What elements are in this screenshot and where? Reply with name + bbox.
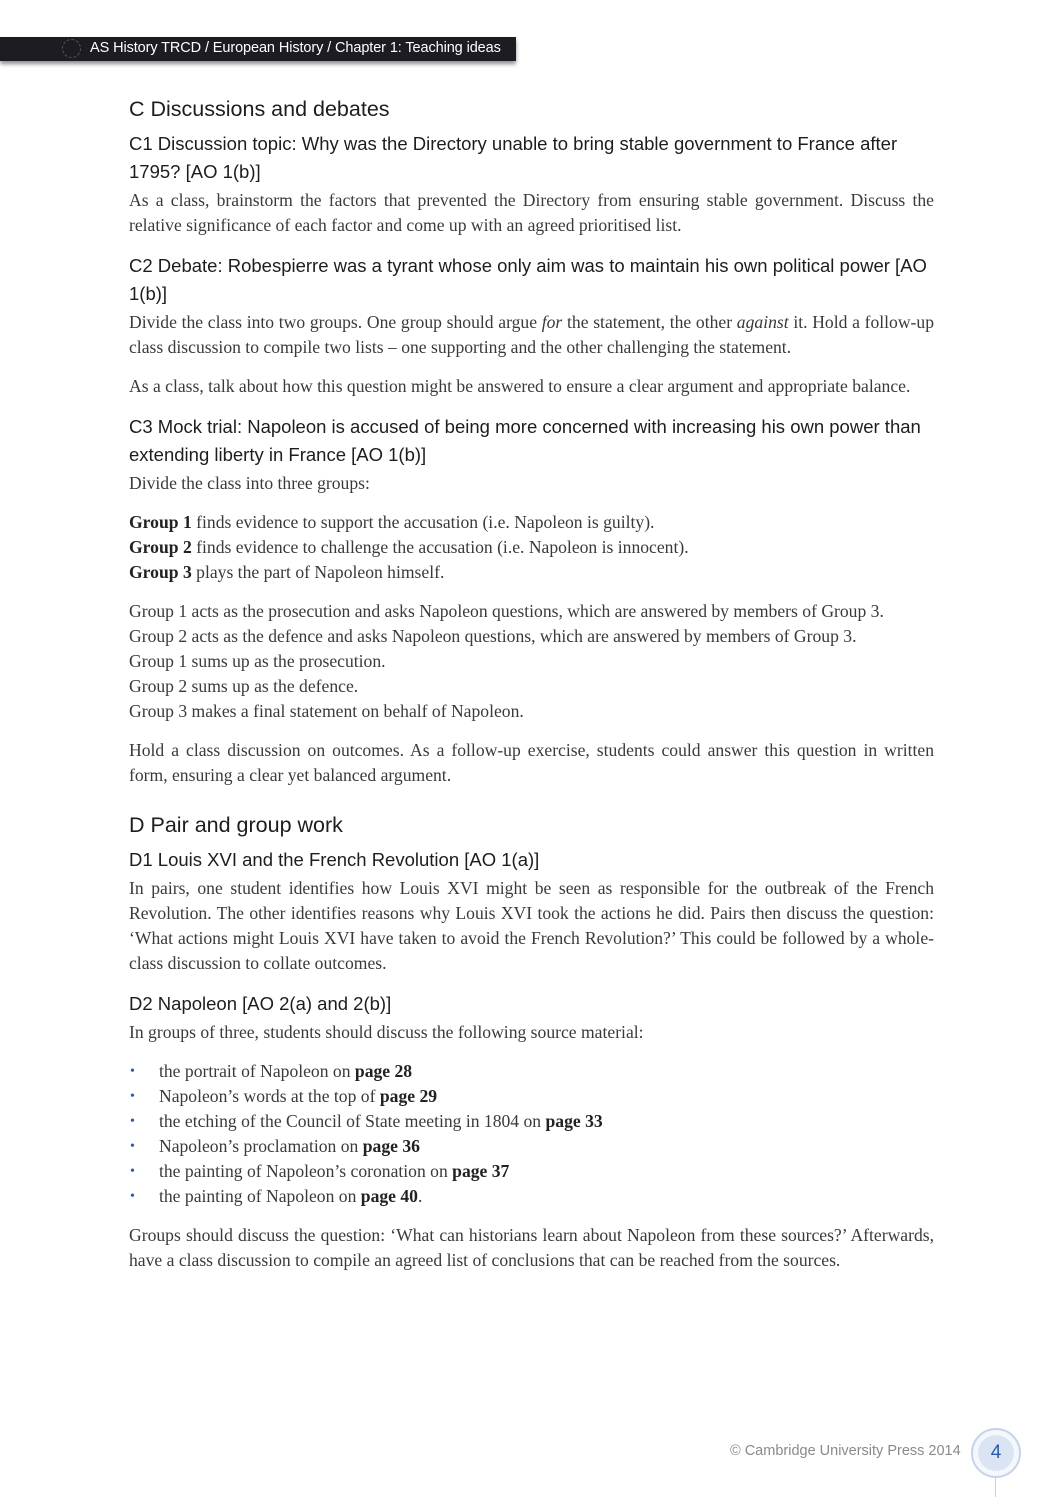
list-item-text: the etching of the Council of State meeting in 1804 on (159, 1111, 546, 1131)
list-item (129, 1109, 934, 1134)
c2-text-c: it. Hold a follow-up class discussion to compile two lists – one supporting and the other challenging the statement. (129, 312, 934, 357)
c2-for-emphasis: for (541, 312, 563, 332)
section-d2 (129, 990, 934, 1273)
c2-text-b: the statement, the other (562, 312, 737, 332)
c3-intro: Divide the class into three groups: (129, 473, 370, 493)
page-marker-line (995, 1478, 996, 1497)
c2-against-emphasis: against (736, 312, 789, 332)
d2-closing: Groups should discuss the question: ‘What can historians learn about Napoleon from these sources?’ Afterwards, have a class discussion to compile an agreed list of conclusions that can be reached from the sources. (129, 1225, 934, 1270)
list-item-end: . (417, 1186, 423, 1206)
chapter-emblem-icon (62, 39, 81, 58)
bullet-icon: • (130, 1114, 135, 1129)
c2-text-a: Divide the class into two groups. One group should argue (129, 312, 542, 332)
trial-step: Group 3 makes a final statement on behalf of Napoleon. (129, 701, 524, 721)
trial-step: Group 2 sums up as the defence. (129, 676, 359, 696)
trial-step: Group 1 acts as the prosecution and asks Napoleon questions, which are answered by members of Group 3. (129, 601, 884, 621)
list-item (129, 1159, 934, 1184)
breadcrumb: AS History TRCD / European History / Chapter 1: Teaching ideas (90, 40, 501, 56)
c2-paragraph-1 (129, 310, 934, 360)
page-reference: page 29 (379, 1086, 438, 1106)
page-reference: page 33 (545, 1111, 603, 1131)
list-item (129, 1184, 934, 1209)
group-line (129, 510, 934, 535)
bullet-icon: • (130, 1089, 135, 1104)
list-item (129, 1134, 934, 1159)
page-reference: page 28 (354, 1061, 413, 1081)
c2-paragraph-2: As a class, talk about how this question might be answered to ensure a clear argument and appropriate balance. (129, 376, 911, 396)
group-text: finds evidence to challenge the accusation (i.e. Napoleon is innocent). (191, 537, 689, 557)
d1-paragraph: In pairs, one student identifies how Louis XVI might be seen as responsible for the outbreak of the French Revolution. The other identifies reasons why Louis XVI took the actions he did. Pairs then discuss the question: ‘What actions might Louis XVI have taken to avoid the French Revolution?’ This could be followed by a whole-class discussion to collate outcomes. (129, 878, 934, 973)
bullet-icon: • (130, 1064, 135, 1079)
group-line (129, 560, 934, 585)
bullet-icon: • (130, 1164, 135, 1179)
d1-title: D1 Louis XVI and the French Revolution [AO 1(a)] (129, 849, 540, 870)
group-label: Group 1 (129, 512, 192, 532)
header-bar (0, 37, 516, 61)
page-reference: page 37 (452, 1161, 510, 1181)
page-number-badge (971, 1428, 1021, 1478)
c1-paragraph: As a class, brainstorm the factors that prevented the Directory from ensuring stable government. Discuss the relative significance of each factor and come up with an agreed prioritised list. (129, 190, 934, 235)
group-text: plays the part of Napoleon himself. (191, 562, 445, 582)
page-number: 4 (990, 1442, 1002, 1463)
group-line (129, 535, 934, 560)
page-content (129, 94, 934, 1287)
section-d-title: D Pair and group work (129, 813, 343, 837)
copyright-text: © Cambridge University Press 2014 (730, 1443, 961, 1459)
list-item-text: Napoleon’s proclamation on (159, 1136, 363, 1156)
section-c3 (129, 413, 934, 788)
c3-title: C3 Mock trial: Napoleon is accused of being more concerned with increasing his own power than extending liberty in France [AO 1(b)] (129, 416, 921, 465)
section-c-title: C Discussions and debates (129, 97, 390, 121)
list-item-text: the painting of Napoleon’s coronation on (159, 1161, 453, 1181)
d2-title: D2 Napoleon [AO 2(a) and 2(b)] (129, 993, 392, 1014)
c3-closing: Hold a class discussion on outcomes. As a follow-up exercise, students could answer this question in written form, ensuring a clear yet balanced argument. (129, 740, 934, 785)
trial-step: Group 2 acts as the defence and asks Napoleon questions, which are answered by members of Group 3. (129, 626, 857, 646)
page-reference: page 40 (360, 1186, 418, 1206)
c3-steps (129, 599, 934, 724)
d2-intro: In groups of three, students should discuss the following source material: (129, 1022, 644, 1042)
c3-groups (129, 510, 934, 585)
list-item-text: Napoleon’s words at the top of (159, 1086, 380, 1106)
list-item-text: the portrait of Napoleon on (159, 1061, 355, 1081)
list-item-text: the painting of Napoleon on (159, 1186, 361, 1206)
page-reference: page 36 (362, 1136, 420, 1156)
group-label: Group 2 (129, 537, 192, 557)
bullet-icon: • (130, 1139, 135, 1154)
list-item (129, 1084, 934, 1109)
trial-step: Group 1 sums up as the prosecution. (129, 651, 386, 671)
source-list (129, 1059, 934, 1209)
c1-title: C1 Discussion topic: Why was the Directory unable to bring stable government to France after 1795? [AO 1(b)] (129, 133, 898, 182)
group-label: Group 3 (129, 562, 192, 582)
section-c2 (129, 252, 934, 399)
section-c1 (129, 130, 934, 238)
c2-title: C2 Debate: Robespierre was a tyrant whose only aim was to maintain his own political power [AO 1(b)] (129, 255, 927, 304)
group-text: finds evidence to support the accusation (i.e. Napoleon is guilty). (191, 512, 655, 532)
section-d1 (129, 846, 934, 976)
list-item (129, 1059, 934, 1084)
bullet-icon: • (130, 1189, 135, 1204)
